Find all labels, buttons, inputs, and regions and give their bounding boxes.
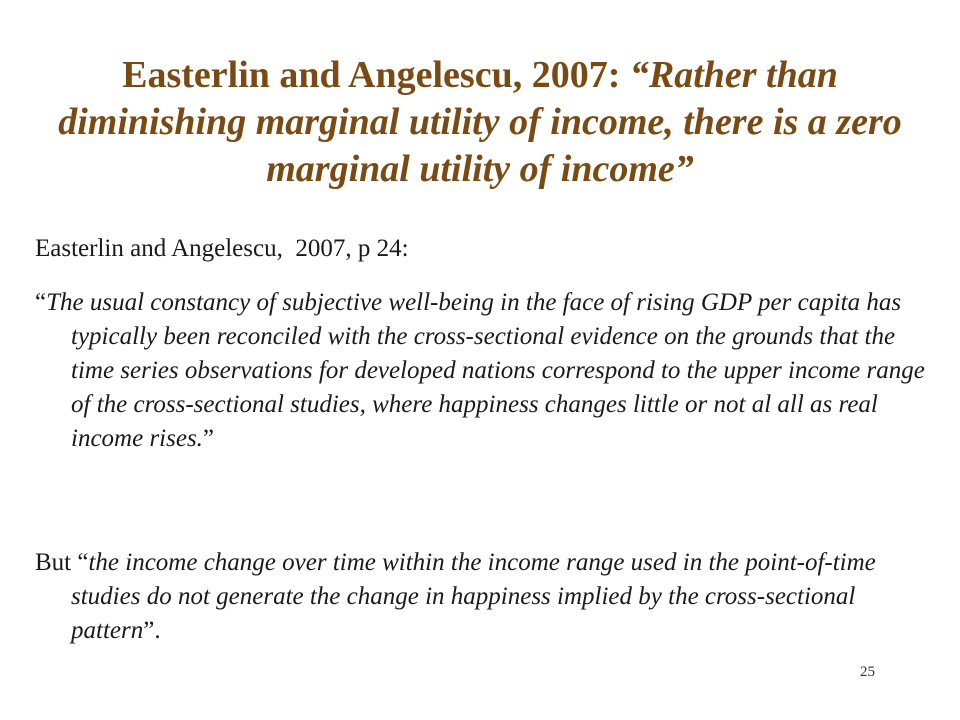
quote-paragraph-2	[35, 546, 931, 648]
quote-close-mark: ”	[202, 425, 215, 452]
quote-lead-text: But “	[35, 549, 89, 576]
quote-text-1: The usual constancy of subjective well-being in the face of rising GDP per capita has typically been reconciled with the cross-sectional evidence on the grounds that the time series observations for developed nations correspond to the upper income range of the cross-sectional studies, where happiness changes little or not al all as real income rises.	[46, 289, 925, 452]
citation-heading: Easterlin and Angelescu, 2007, p 24:	[35, 235, 409, 262]
quote-close-text: ”.	[143, 617, 161, 644]
quote-open-mark: “	[35, 289, 47, 316]
quote-text-2: the income change over time within the income range used in the point-of-time studies do not generate the change in happiness implied by the cross-sectional pattern	[71, 549, 876, 644]
slide-title-quote: “Rather than diminishing marginal utility of income, there is a zero marginal utility of income”	[58, 54, 902, 190]
slide-title-lead: Easterlin and Angelescu, 2007:	[122, 54, 630, 96]
page-number: 25	[860, 664, 875, 680]
slide-title	[30, 52, 930, 193]
quote-paragraph-1	[35, 286, 931, 456]
